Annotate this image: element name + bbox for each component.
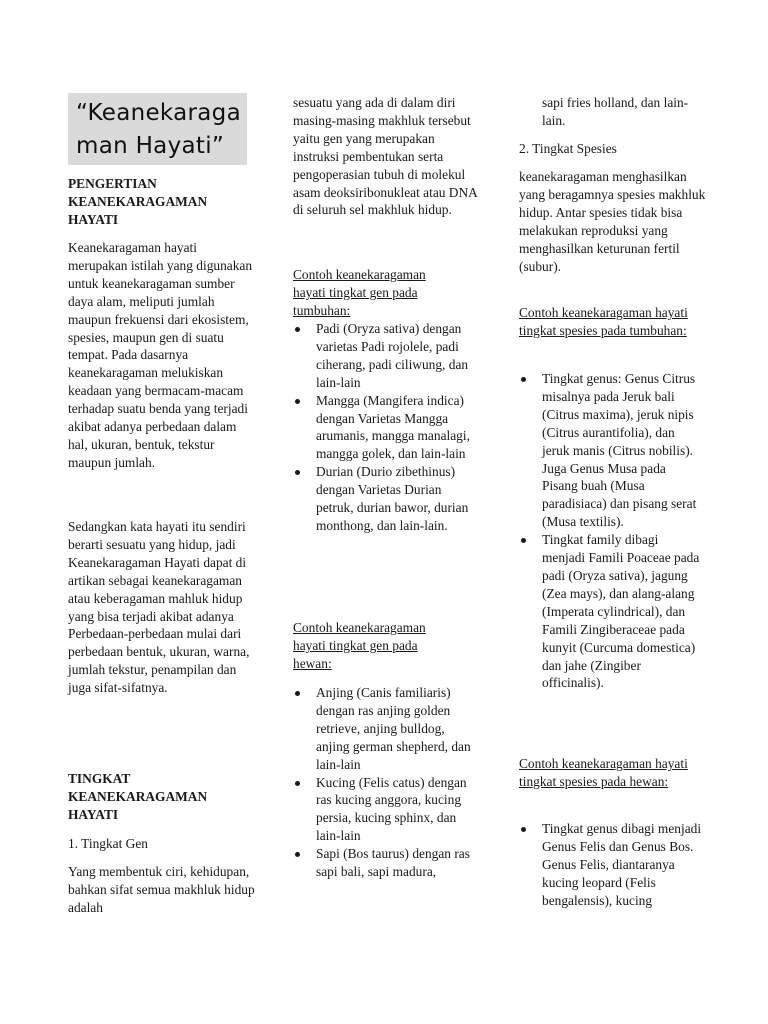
list-item: Kucing (Felis catus) dengan ras kucing anggora, kucing persia, kucing sphinx, dan lain-lain bbox=[293, 774, 477, 846]
title-line-1: “Keanekaraga bbox=[76, 100, 241, 126]
list-item: Durian (Durio zibethinus) dengan Varietas Durian petruk, durian bawor, durian monthong, dan lain-lain. bbox=[293, 463, 477, 535]
list-item: Mangga (Mangifera indica) dengan Varietas Mangga arumanis, mangga manalagi, mangga golek, dan lain-lain bbox=[293, 392, 477, 464]
list-gen-tumbuhan bbox=[293, 320, 477, 535]
subheading-gen-tumbuhan: Contoh keanekaragaman hayati tingkat gen pada tumbuhan: bbox=[293, 267, 426, 318]
list-item: Tingkat genus dibagi menjadi Genus Felis dan Genus Bos. Genus Felis, diantaranya kucing leopard (Felis bengalensis), kucing bbox=[519, 820, 703, 910]
list-item: Tingkat family dibagi menjadi Famili Poaceae pada padi (Oryza sativa), jagung (Zea mays), dan alang-alang (Imperata cylindrical), dan Famili Zingiberaceae pada kunyit (Curcuma domestica) dan jahe (Zingiber officinalis). bbox=[519, 531, 703, 692]
subheading-spesies-hewan: Contoh keanekaragaman hayati tingkat spesies pada hewan: bbox=[519, 756, 688, 789]
list-item: Anjing (Canis familiaris) dengan ras anjing golden retrieve, anjing bulldog, anjing german shepherd, dan lain-lain bbox=[293, 684, 477, 774]
list-spesies-tumbuhan bbox=[519, 370, 703, 692]
title-line-2: man Hayati” bbox=[76, 133, 225, 159]
paragraph-continuation: sapi fries holland, dan lain-lain. bbox=[542, 95, 689, 128]
heading-tingkat: TINGKAT KEANEKARAGAMAN HAYATI bbox=[68, 771, 208, 822]
paragraph-hayati: Sedangkan kata hayati itu sendiri berarti sesuatu yang hidup, jadi Keanekaragaman Hayati dapat di artikan sebagai keanekaragaman atau keberagaman mahluk hidup yang bisa terjadi akibat adanya Perbedaan-perbedaan mulai dari perbedaan bentuk, ukuran, warna, jumlah tekstur, penampilan dan juga sifat-sifatnya. bbox=[68, 519, 250, 696]
paragraph-gen-intro: Yang membentuk ciri, kehidupan, bahkan sifat semua makhluk hidup adalah bbox=[68, 864, 255, 915]
list-gen-hewan bbox=[293, 684, 477, 881]
list-spesies-hewan bbox=[519, 820, 703, 910]
list-item: Sapi (Bos taurus) dengan ras sapi bali, sapi madura, bbox=[293, 845, 477, 881]
paragraph-gen-definition: sesuatu yang ada di dalam diri masing-masing makhluk tersebut yaitu gen yang merupakan instruksi pembentukan serta pengoperasian tubuh di molekul asam deoksiribonukleat atau DNA di seluruh sel makhluk hidup. bbox=[293, 95, 478, 218]
subheading-gen-hewan: Contoh keanekaragaman hayati tingkat gen pada hewan: bbox=[293, 620, 426, 671]
paragraph-definition: Keanekaragaman hayati merupakan istilah yang digunakan untuk keanekaragaman sumber daya alam, meliputi jumlah maupun frekuensi dari ekosistem, spesies, maupun gen di suatu tempat. Pada dasarnya keanekaragaman melukiskan keadaan yang bermacam-macam terhadap suatu benda yang terjadi akibat adanya perbedaan dalam hal, ukuran, bentuk, tekstur maupun jumlah. bbox=[68, 240, 253, 470]
heading-pengertian: PENGERTIAN KEANEKARAGAMAN HAYATI bbox=[68, 176, 208, 227]
subheading-spesies-tumbuhan: Contoh keanekaragaman hayati tingkat spesies pada tumbuhan: bbox=[519, 305, 688, 338]
paragraph-spesies-definition: keanekaragaman menghasilkan yang beragamnya spesies makhluk hidup. Antar spesies tidak bisa melakukan reproduksi yang menghasilkan keturunan fertil (subur). bbox=[519, 169, 706, 274]
document-title bbox=[68, 93, 247, 165]
list-item: Padi (Oryza sativa) dengan varietas Padi rojolele, padi ciherang, padi ciliwung, dan lain-lain bbox=[293, 320, 477, 392]
list-item: Tingkat genus: Genus Citrus misalnya pada Jeruk bali (Citrus maxima), jeruk nipis (Citrus aurantifolia), dan jeruk manis (Citrus nobilis). Juga Genus Musa pada Pisang buah (Musa paradisiaca) dan pisang serat (Musa textilis). bbox=[519, 370, 703, 531]
subheading-tingkat-gen: 1. Tingkat Gen bbox=[68, 836, 148, 851]
subheading-tingkat-spesies: 2. Tingkat Spesies bbox=[519, 141, 617, 156]
